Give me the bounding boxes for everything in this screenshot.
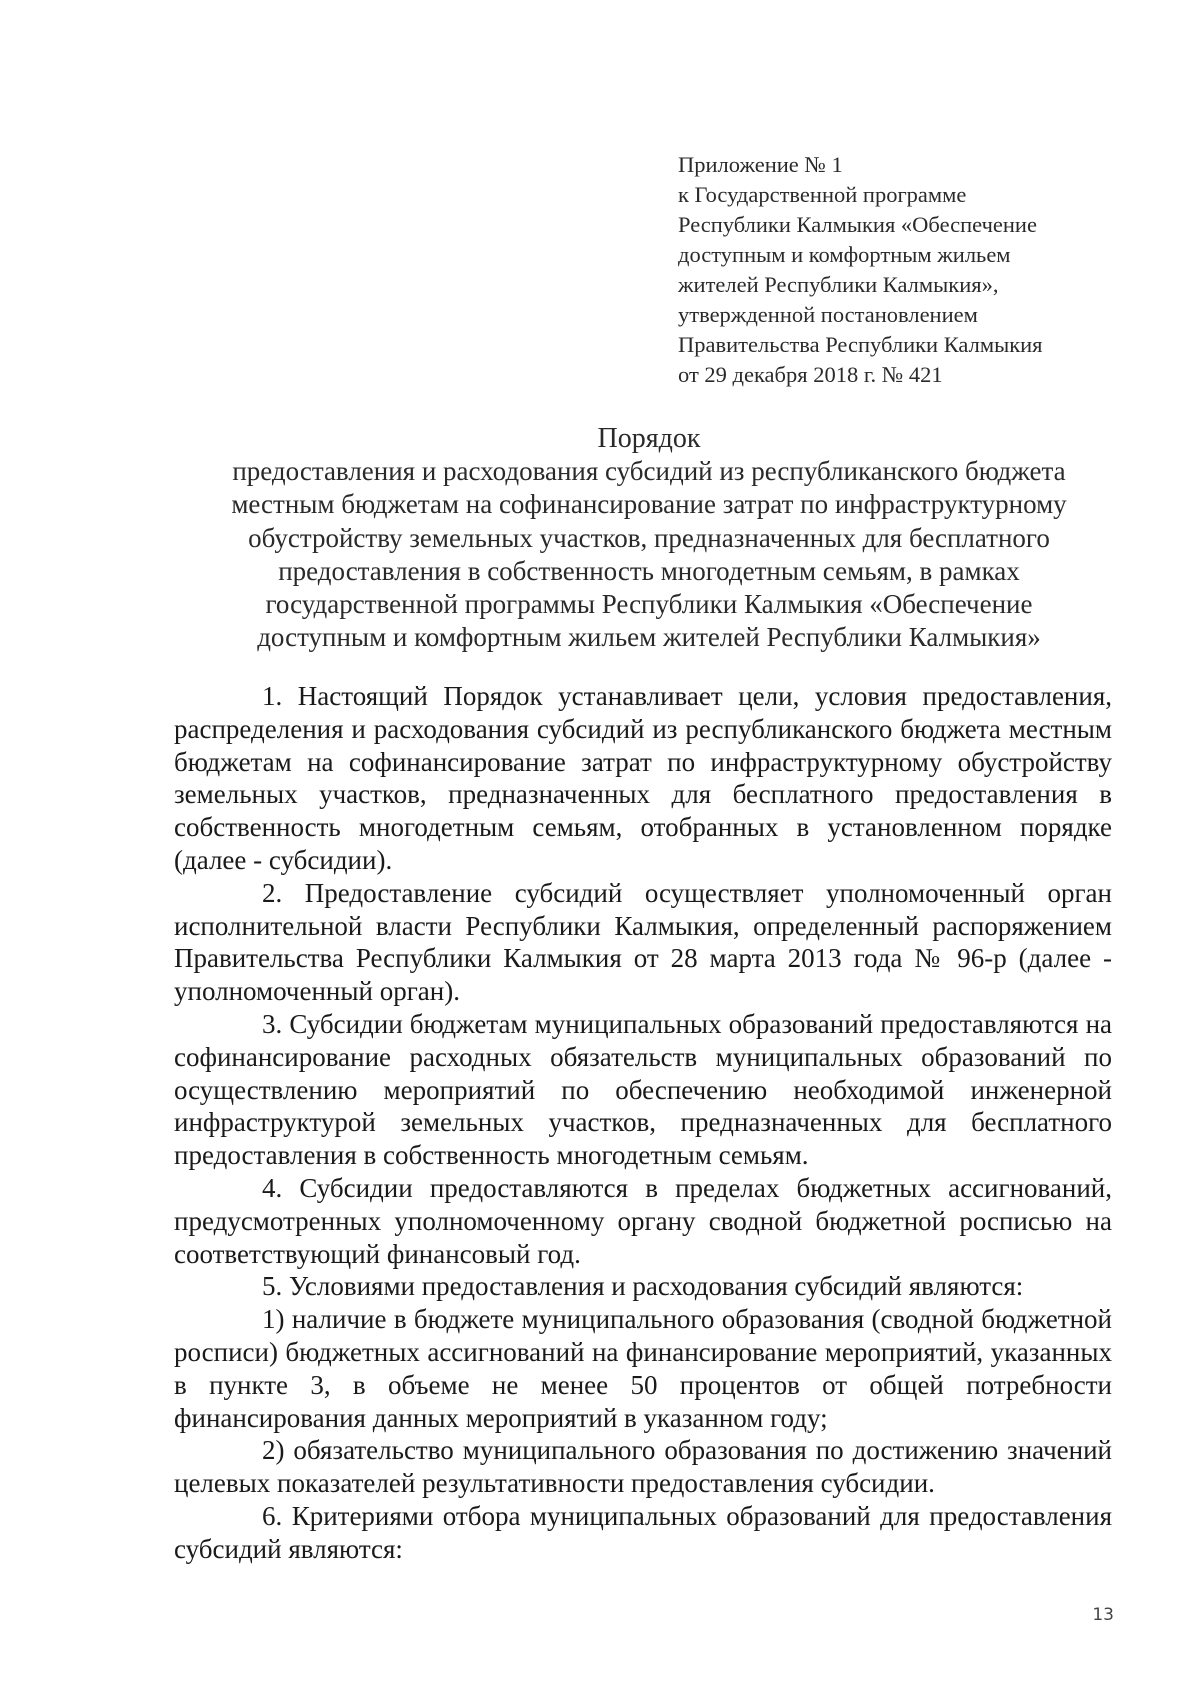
title-line: государственной программы Республики Калмыкия «Обеспечение: [265, 589, 1033, 620]
paragraph-5-item-2: 2) обязательство муниципального образования по достижению значений целевых показателей результативности предоставления субсидии.: [174, 1435, 1112, 1499]
paragraph-3: 3. Субсидии бюджетам муниципальных образований предоставляются на софинансирование расходных обязательств муниципальных образований по осуществлению мероприятий по обеспечению необходимой инженерной инфраструктурой земельных участков, предназначенных для бесплатного предоставления в собственность многодетным семьям.: [174, 1008, 1112, 1171]
appendix-line: Правительства Республики Калмыкия: [678, 332, 1043, 357]
appendix-line: Республики Калмыкия «Обеспечение: [678, 212, 1037, 237]
appendix-line: доступным и комфортным жильем: [678, 242, 1011, 267]
title-line: местным бюджетам на софинансирование затрат по инфраструктурному: [231, 489, 1067, 520]
appendix-line: Приложение № 1: [678, 152, 843, 177]
appendix-header: [678, 150, 1043, 390]
title-line: предоставления в собственность многодетным семьям, в рамках: [278, 555, 1020, 586]
title-line: предоставления и расходования субсидий из республиканского бюджета: [232, 456, 1066, 487]
appendix-line: жителей Республики Калмыкия»,: [678, 272, 999, 297]
document-body: [174, 680, 1112, 1566]
title-heading: Порядок: [597, 423, 701, 454]
paragraph-5-item-1: 1) наличие в бюджете муниципального образования (сводной бюджетной росписи) бюджетных ассигнований на финансирование мероприятий, указанных в пункте 3, в объеме не менее 50 процентов от общей потребности финансирования данных мероприятий в указанном году;: [174, 1304, 1112, 1433]
paragraph-5: 5. Условиями предоставления и расходования субсидий являются:: [262, 1271, 1024, 1302]
appendix-line: от 29 декабря 2018 г. № 421: [678, 362, 943, 387]
paragraph-6: 6. Критериями отбора муниципальных образований для предоставления субсидий являются:: [174, 1500, 1112, 1564]
title-line: доступным и комфортным жильем жителей Республики Калмыкия»: [257, 622, 1041, 653]
paragraph-1: 1. Настоящий Порядок устанавливает цели, условия предоставления, распределения и расходования субсидий из республиканского бюджета местным бюджетам на софинансирование затрат по инфраструктурному обустройству земельных участков, предназначенных для бесплатного предоставления в собственность многодетным семьям, отобранных в установленном порядке (далее - субсидии).: [174, 681, 1112, 875]
page-number: 13: [1092, 1605, 1114, 1625]
paragraph-4: 4. Субсидии предоставляются в пределах бюджетных ассигнований, предусмотренных уполномоченному органу сводной бюджетной росписью на соответствующий финансовый год.: [174, 1172, 1112, 1269]
document-title: [160, 422, 1138, 654]
appendix-line: к Государственной программе: [678, 182, 967, 207]
appendix-line: утвержденной постановлением: [678, 302, 978, 327]
paragraph-2: 2. Предоставление субсидий осуществляет уполномоченный орган исполнительной власти Республики Калмыкия, определенный распоряжением Правительства Республики Калмыкия от 28 марта 2013 года № 96-р (далее - уполномоченный орган).: [174, 877, 1112, 1007]
title-line: обустройству земельных участков, предназначенных для бесплатного: [248, 522, 1050, 553]
